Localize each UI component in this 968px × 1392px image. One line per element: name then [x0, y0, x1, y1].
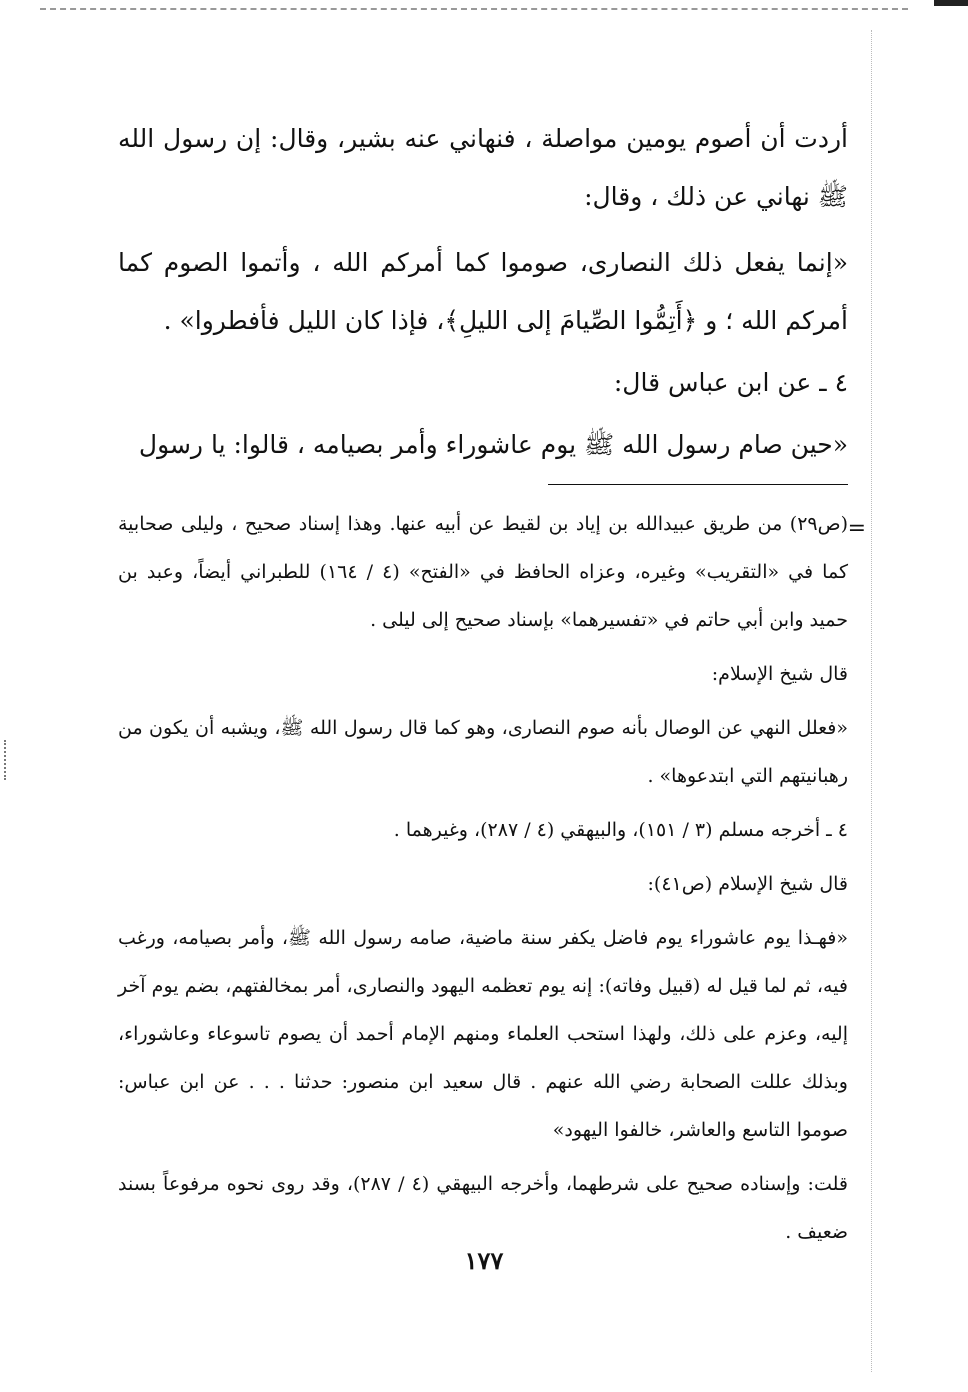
scan-edge-left — [4, 740, 8, 780]
footnote-paragraph-1: (ص٢٩) من طريق عبيدالله بن إياد بن لقيط عن أبيه عنها. وهذا إسناد صحيح ، وليلى صحابية كما في «التقريب» وغيره، وعزاه الحافظ في «الفتح» (٤ / ١٦٤) للطبراني أيضاً، وعبد بن حميد وابن أبي حاتم في «تفسيرهما» بإسناد صحيح إلى ليلى . — [118, 513, 849, 631]
scan-edge-right — [871, 30, 872, 1372]
footnote-divider — [548, 484, 848, 485]
footnote-paragraph-4: ٤ ـ أخرجه مسلم (٣ / ١٥١)، والبيهقي (٤ / ٢٨٧)، وغيرهما . — [393, 819, 848, 841]
page-number: ١٧٧ — [464, 1246, 504, 1275]
footnote-paragraph-5: قال شيخ الإسلام (ص٤١): — [647, 873, 848, 895]
scan-edge-top — [40, 8, 908, 14]
footnote-paragraph-2: قال شيخ الإسلام: — [711, 663, 848, 685]
main-paragraph-3: ٤ ـ عن ابن عباس قال: — [613, 368, 848, 397]
main-paragraph-1: أردت أن أصوم يومين مواصلة ، فنهاني عنه بشير، وقال: إن رسول الله ﷺ نهاني عن ذلك ، وقال: — [118, 124, 848, 211]
footnote-paragraph-3: «فعلل النهي عن الوصال بأنه صوم النصارى، وهو كما قال رسول الله ﷺ، ويشبه أن يكون من رهبانيتهم التي ابتدعوها» . — [118, 717, 848, 787]
footnote-paragraph-7: قلت: وإسناده صحيح على شرطهما، وأخرجه البيهقي (٤ / ٢٨٧)، وقد روى نحوه مرفوعاً بسند ضعيف . — [118, 1173, 848, 1243]
footnote-paragraph-6: «فهـذا يوم عاشوراء يوم فاضل يكفر سنة ماضية، صامه رسول الله ﷺ، وأمر بصيامه، ورغب فيه، ثم لما قيل له (قبيل وفاته): إنه يوم تعظمه اليهود والنصارى، أمر بمخالفتهم، بضم يوم آخر إليه، وعزم على ذلك، ولهذا استحب العلماء ومنهم الإمام أحمد أن يصوم تاسوعاء وعاشوراء، وبذلك عللت الصحابة رضي الله عنهم . قال سعيد ابن منصور: حدثنا . . . عن ابن عباس: صوموا التاسع والعاشر، خالفوا اليهود» — [118, 927, 848, 1141]
scan-corner-mark — [934, 0, 968, 6]
footnotes — [118, 500, 848, 1256]
footnote-continuation-mark: = — [847, 516, 866, 541]
main-paragraph-4: «حين صام رسول الله ﷺ يوم عاشوراء وأمر بصيامه ، قالوا: يا رسول — [138, 430, 848, 459]
main-text — [118, 110, 848, 474]
main-paragraph-2: «إنما يفعل ذلك النصارى، صوموا كما أمركم الله ، وأتموا الصوم كما أمركم الله ؛ و ﴿أَتِمُّوا الصِّيامَ إلى الليلِ﴾، فإذا كان الليل فأفطروا» . — [118, 248, 848, 335]
